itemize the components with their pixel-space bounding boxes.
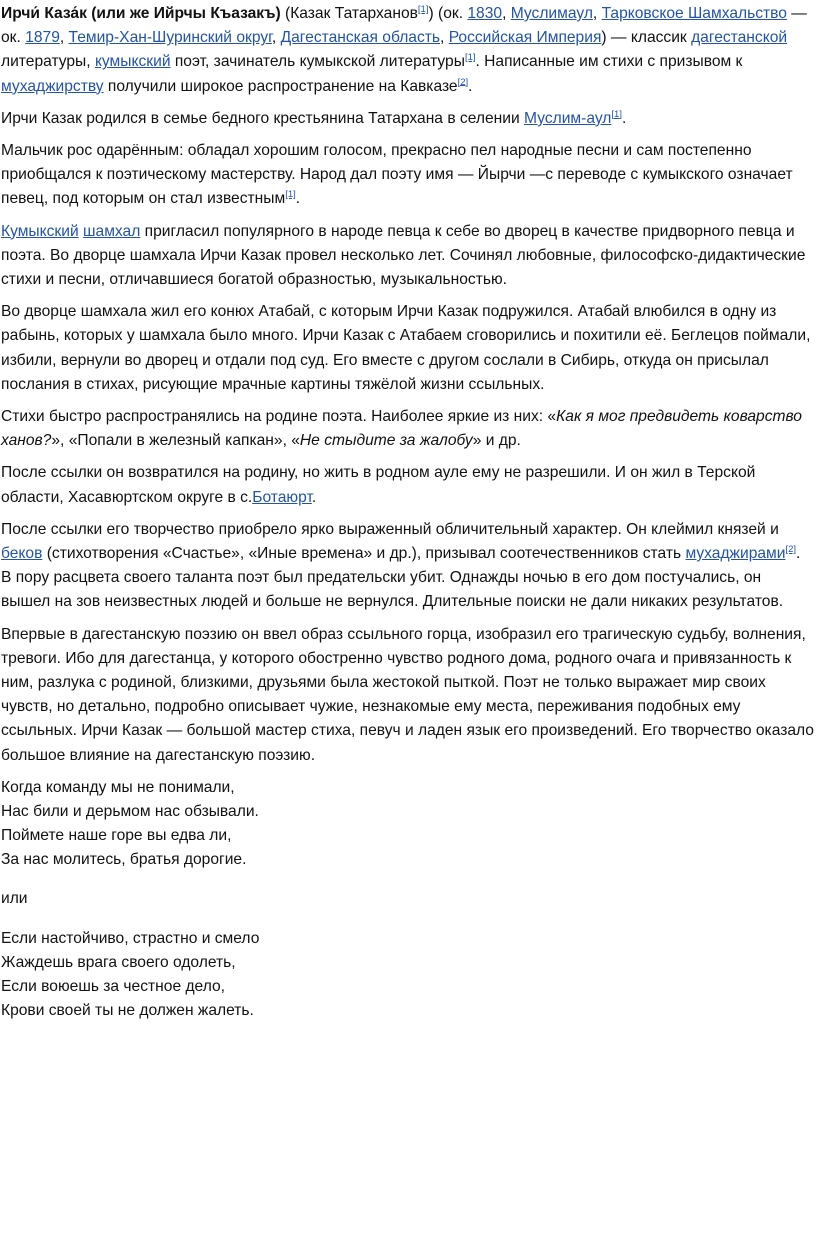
poem-title: Как я мог предвидеть коварство ханов? [1,408,802,450]
footnote-ref[interactable]: [1] [464,52,476,64]
poem-line: Когда команду мы не понимали, [1,778,235,796]
palace-paragraph: Кумыкский шамхал пригласил популярного в народе певца к себе во дворец в качестве придворного певца и поэта. Во дворце шамхала Ирчи Казак провел несколько лет. Сочинял любовные, философско-дидактические стихи и песни, отличавшиеся богатой образностью, музыкальностью. [1,222,806,289]
link-muhajirism[interactable]: мухаджирству [1,77,104,95]
link-dagestan-oblast[interactable]: Дагестанская область [280,29,441,47]
childhood-paragraph: Мальчик рос одарённым: обладал хорошим голосом, прекрасно пел народные песни и сам постепенно приобщался к поэтическому мастерству. Народ дал поэту имя — Йырчи —с переводе с кумыкского означает певец, под которым он стал известным[1]. [1,142,793,208]
link-temir-khan-shura-okrug[interactable]: Темир-Хан-Шуринский округ [68,29,272,47]
link-muhajirs[interactable]: мухаджирами [685,545,786,563]
footnote-ref[interactable]: [1] [285,189,296,201]
link-shamkhal[interactable]: шамхал [83,222,141,240]
footnote-ref[interactable]: [1] [417,3,429,15]
poem-title: Не стыдите за жалобу [299,432,473,450]
link-botayurt[interactable]: Ботаюрт [252,488,312,506]
poem-line: Крови своей ты не должен жалеть. [1,1002,254,1020]
birth-paragraph: Ирчи Казак родился в семье бедного крестьянина Татархана в селении Муслим-аул[1]. [1,108,627,127]
return-paragraph: После ссылки он возвратился на родину, но жить в родном ауле ему не разрешили. И он жил в Терской области, Хасавюртском округе в с.Ботаюрт. [1,464,756,506]
link-kumyk[interactable]: кумыкский [94,53,171,71]
link-dagestani[interactable]: дагестанской [691,29,788,47]
poem-line: Жаждешь врага своего одолеть, [1,954,236,972]
poem-line: Если воюешь за честное дело, [1,978,225,996]
poem-line: Поймете наше горе вы едва ли, [1,827,232,845]
intro-paragraph: Ирчи́ Каза́к (или же Ийрчы Къазакъ) (Казак Татарханов[1]) (ок. 1830, Муслимаул, Тарковское Шамхальство — ок. 1879, Темир-Хан-Шуринский округ, Дагестанская область, Российская Империя) — классик дагестанской литературы, кумыкский поэт, зачинатель кумыкской литературы[1]. Написанные им стихи с призывом к мухаджирству получили широкое распространение на Кавказе[2]. [1,3,807,95]
poem-line: Если настойчиво, страстно и смело [1,929,260,947]
article-title: Ирчи́ Каза́к (или же Ийрчы Къазакъ) [1,5,281,22]
footnote-ref[interactable]: [2] [785,543,797,555]
poem-excerpt-2 [1,927,814,1024]
poem-excerpt-1 [1,776,814,873]
poem-line: За нас молитесь, братья дорогие. [1,851,247,869]
legacy-paragraph: Впервые в дагестанскую поэзию он ввел образ ссыльного горца, изобразил его трагическую судьбу, волнения, тревоги. Ибо для дагестанца, у которого обостренно чувство родного дома, родного очага и привязанность к ним, разлука с родиной, близкими, друзьями была жестокой пыткой. Поэт не только выражает мир своих чувств, но детально, подробно описывает чужие, незнакомые ему места, переживания подобных ему ссыльных. Ирчи Казак — большой мастер стиха, певуч и ладен язык его произведений. Его творчество оказало большое влияние на дагестанскую поэзию. [1,625,814,764]
exile-paragraph: Во дворце шамхала жил его конюх Атабай, с которым Ирчи Казак подружился. Атабай влюбился в одну из рабынь, которых у шамхала было много. Ирчи Казак с Атабаем сговорились и похитили её. Беглецов поймали, избили, вернули во дворец и отдали под суд. Его вместе с другом сослали в Сибирь, откуда он присылал послания в стихах, рисующие мрачные картины тяжёлой жизни ссыльных. [1,303,811,393]
link-muslim-aul[interactable]: Муслим-аул [524,109,612,127]
link-tarki-shamkhalate[interactable]: Тарковское Шамхальство [601,5,787,22]
footnote-ref[interactable]: [2] [457,76,469,88]
link-1830[interactable]: 1830 [467,5,503,22]
late-work-paragraph: После ссылки его творчество приобрело ярко выраженный обличительный характер. Он клеймил князей и беков (стихотворения «Счастье», «Иные времена» и др.), призывал соотечественников стать мухаджирами[2]. В пору расцвета своего таланта поэт был предательски убит. Однажды ночью в его дом постучались, он вышел на зов неизвестных людей и больше не вернулся. Длительные поиски не дали никаких результатов. [1,520,801,611]
poems-paragraph: Стихи быстро распространялись на родине поэта. Наиболее яркие из них: «Как я мог предвидеть коварство ханов?», «Попали в железный капкан», «Не стыдите за жалобу» и др. [1,408,802,450]
footnote-ref[interactable]: [1] [611,108,622,120]
or-separator: или [1,889,28,907]
link-beks[interactable]: беков [1,545,43,563]
link-kumyk-people[interactable]: Кумыкский [1,222,79,240]
link-russian-empire[interactable]: Российская Империя [448,29,602,47]
link-muslimaul[interactable]: Муслимаул [510,5,593,22]
link-1879[interactable]: 1879 [25,29,60,47]
poem-line: Нас били и дерьмом нас обзывали. [1,803,259,821]
